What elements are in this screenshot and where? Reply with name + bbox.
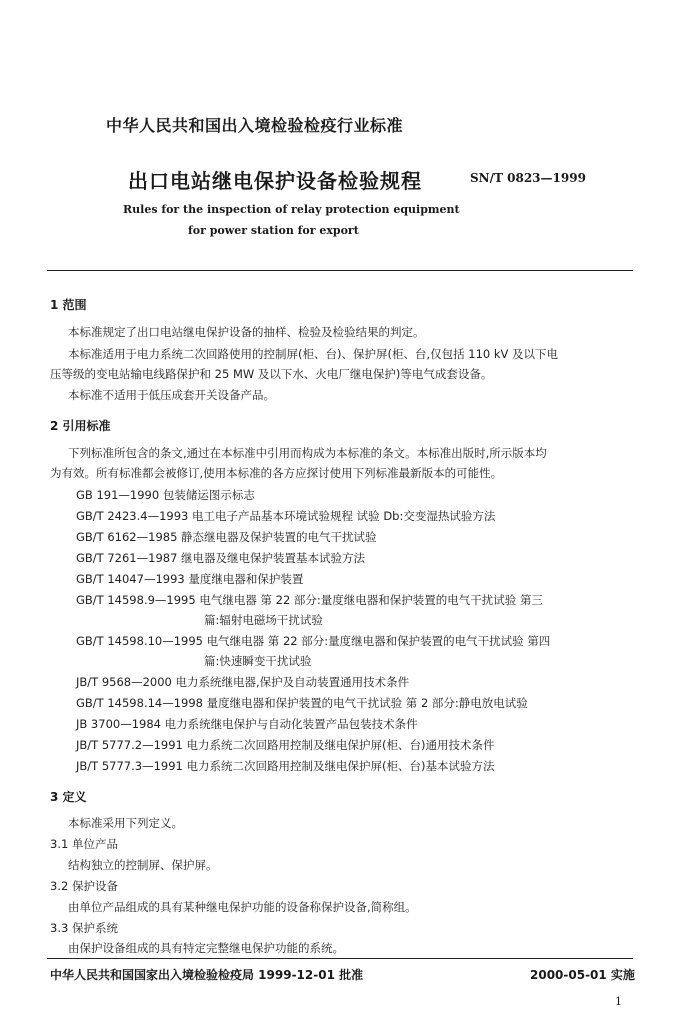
section-3-intro: 本标准采用下列定义。 <box>68 816 183 830</box>
reference-item: GB/T 14598.14—1998 量度继电器和保护装置的电气干扰试验 第 2 部分:静电放电试验 <box>76 696 528 710</box>
definition-3-2-text: 由单位产品组成的具有某种继电保护功能的设备称保护设备,简称组。 <box>68 900 417 914</box>
reference-item: JB 3700—1984 电力系统继电保护与自动化装置产品包装技术条件 <box>76 717 418 731</box>
definition-3-3-heading: 3.3 保护系统 <box>50 921 118 935</box>
section-1-paragraph-2: 本标准适用于电力系统二次回路使用的控制屏(柜、台)、保护屏(柜、台,仅包括 110 kV 及以下电 <box>68 347 559 361</box>
section-2-heading: 2 引用标准 <box>50 419 111 433</box>
reference-item: JB/T 5777.2—1991 电力系统二次回路用控制及继电保护屏(柜、台)通用技术条件 <box>76 738 495 752</box>
reference-item: JB/T 9568—2000 电力系统继电器,保护及自动装置通用技术条件 <box>76 675 410 689</box>
reference-item: GB/T 6162—1985 静态继电器及保护装置的电气干扰试验 <box>76 530 377 544</box>
reference-item-cont: 篇:辐射电磁场干扰试验 <box>204 613 323 627</box>
section-1-paragraph-3: 本标准不适用于低压成套开关设备产品。 <box>68 388 275 402</box>
document-title: 出口电站继电保护设备检验规程 <box>128 169 422 193</box>
section-1-heading: 1 范围 <box>50 298 87 312</box>
industry-standard-title: 中华人民共和国出入境检验检疫行业标准 <box>106 116 404 135</box>
reference-item: GB 191—1990 包装储运图示标志 <box>76 488 255 502</box>
page-number: 1 <box>615 995 622 1008</box>
reference-item: GB/T 7261—1987 继电器及继电保护装置基本试验方法 <box>76 551 366 565</box>
header-divider <box>47 270 633 271</box>
definition-3-1-heading: 3.1 单位产品 <box>50 837 118 851</box>
reference-item: JB/T 5777.3—1991 电力系统二次回路用控制及继电保护屏(柜、台)基本试验方法 <box>76 759 495 773</box>
reference-item-cont: 篇:快速瞬变干扰试验 <box>204 654 312 668</box>
reference-item: GB/T 14598.9—1995 电气继电器 第 22 部分:量度继电器和保护装置的电气干扰试验 第三 <box>76 593 543 607</box>
english-title-line2: for power station for export <box>188 224 359 237</box>
reference-item: GB/T 2423.4—1993 电工电子产品基本环境试验规程 试验 Db:交变湿热试验方法 <box>76 509 496 523</box>
section-2-paragraph: 下列标准所包含的条文,通过在本标准中引用而构成为本标准的条文。本标准出版时,所示版本均 <box>68 446 547 460</box>
definition-3-1-text: 结构独立的控制屏、保护屏。 <box>68 858 218 872</box>
definition-3-2-heading: 3.2 保护设备 <box>50 879 118 893</box>
section-2-paragraph-cont: 为有效。所有标准都会被修订,使用本标准的各方应探讨使用下列标准最新版本的可能性。 <box>50 466 503 480</box>
english-title-line1: Rules for the inspection of relay protection equipment <box>123 203 460 216</box>
definition-3-3-text: 由保护设备组成的具有特定完整继电保护功能的系统。 <box>68 941 344 955</box>
section-1-paragraph-1: 本标准规定了出口电站继电保护设备的抽样、检验及检验结果的判定。 <box>68 325 425 339</box>
standard-code: SN/T 0823—1999 <box>470 171 586 185</box>
section-3-heading: 3 定义 <box>50 790 87 804</box>
footer-divider <box>47 958 633 959</box>
section-1-paragraph-2-cont: 压等级的变电站输电线路保护和 25 MW 及以下水、火电厂继电保护)等电气成套设备。 <box>50 367 493 381</box>
implementation-date: 2000-05-01 实施 <box>530 968 635 982</box>
reference-item: GB/T 14047—1993 量度继电器和保护装置 <box>76 572 304 586</box>
approval-line: 中华人民共和国国家出入境检验检疫局 1999-12-01 批准 <box>50 968 364 982</box>
reference-item: GB/T 14598.10—1995 电气继电器 第 22 部分:量度继电器和保护装置的电气干扰试验 第四 <box>76 634 551 648</box>
